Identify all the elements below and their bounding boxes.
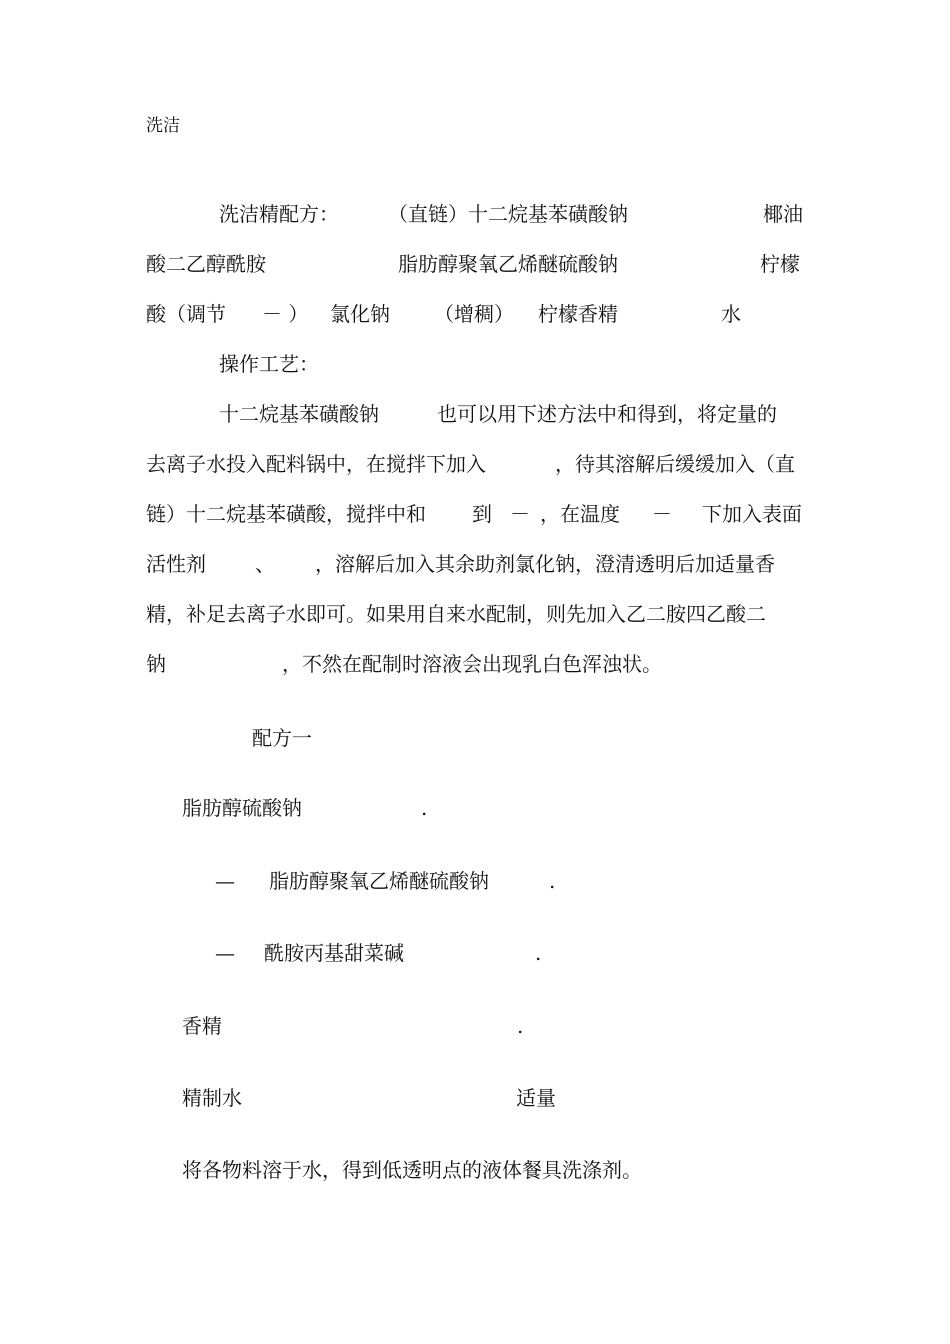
ingredient-name: 精制水 [182, 1086, 242, 1110]
process-text: ，不然在配制时溶液会出现乳白色浑浊状。 [282, 652, 662, 676]
recipe-note: 将各物料溶于水，得到低透明点的液体餐具洗涤剂。 [182, 1158, 642, 1182]
process-text: 去离子水投入配料锅中，在搅拌下加入 [146, 452, 486, 476]
process-text: 钠 [146, 652, 166, 676]
formula-label: 洗洁精配方： [219, 202, 339, 226]
formula-text: 脂肪醇聚氧乙烯醚硫酸钠 [398, 252, 618, 276]
ingredient-name: 脂肪醇硫酸钠 [182, 796, 302, 820]
formula-text: 椰油 [763, 202, 803, 226]
ingredient-amount: . [517, 1014, 524, 1038]
process-heading: 操作工艺： [219, 352, 319, 376]
ingredient-dash: — [215, 941, 235, 965]
ingredient-amount: 适量 [516, 1086, 556, 1110]
ingredient-amount: . [549, 869, 556, 893]
process-text: － [510, 502, 530, 526]
process-text: － [652, 502, 672, 526]
ingredient-name: 酰胺丙基甜菜碱 [264, 941, 404, 965]
formula-text: 酸二乙醇酰胺 [146, 252, 266, 276]
process-text: 也可以用下述方法中和得到，将定量的 [437, 402, 777, 426]
process-text: 十二烷基苯磺酸钠 [219, 402, 379, 426]
formula-text: 水 [721, 302, 741, 326]
formula-text: － ） [262, 302, 309, 326]
ingredient-name: 脂肪醇聚氧乙烯醚硫酸钠 [269, 869, 489, 893]
process-text: ，待其溶解后缓缓加入（直 [555, 452, 795, 476]
header-word: 洗洁 [146, 116, 180, 136]
ingredient-amount: . [421, 796, 428, 820]
formula-text: 氯化钠 [330, 302, 390, 326]
recipe-title: 配方一 [252, 726, 312, 750]
formula-text: 柠檬 [760, 252, 800, 276]
process-text: 下加入表面 [702, 502, 802, 526]
process-text: 活性剂 [146, 552, 206, 576]
process-text: ，在温度 [540, 502, 620, 526]
process-text: 链）十二烷基苯磺酸，搅拌中和 [146, 502, 426, 526]
process-text: 精，补足去离子水即可。如果用自来水配制，则先加入乙二胺四乙酸二 [146, 602, 766, 626]
ingredient-amount: . [535, 941, 542, 965]
process-text: ，溶解后加入其余助剂氯化钠，澄清透明后加适量香 [315, 552, 775, 576]
ingredient-dash: — [215, 869, 235, 893]
ingredient-name: 香精 [182, 1014, 222, 1038]
formula-text: （增稠） [434, 302, 514, 326]
process-text: 、 [255, 552, 275, 576]
process-text: 到 [472, 502, 492, 526]
formula-text: （直链）十二烷基苯磺酸钠 [388, 202, 628, 226]
formula-text: 柠檬香精 [538, 302, 618, 326]
formula-text: 酸（调节 [146, 302, 226, 326]
